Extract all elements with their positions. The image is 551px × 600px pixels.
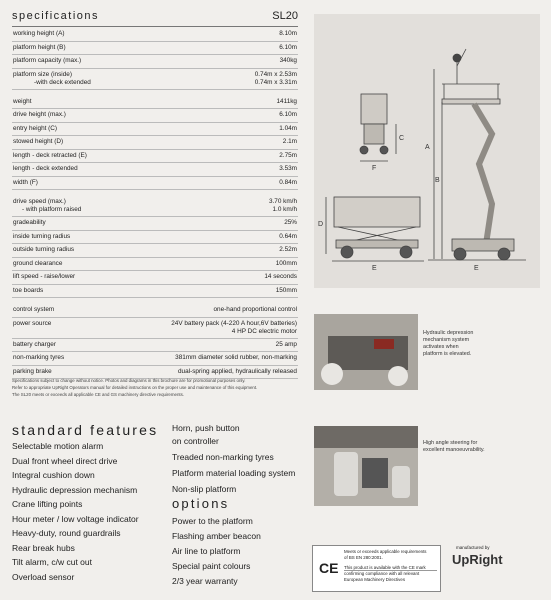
- list-item: Selectable motion alarm: [12, 441, 104, 451]
- spec-label: control system: [13, 306, 55, 313]
- cert-line: European Machinery Directives: [344, 577, 406, 582]
- spec-label: platform capacity (max.): [13, 57, 82, 64]
- cert-line: of BS EN 280:2001.: [344, 555, 383, 560]
- list-item: Crane lifting points: [12, 499, 83, 509]
- spec-row: [12, 196, 298, 217]
- caption-line: excellent manoeuvrability.: [423, 447, 485, 453]
- spec-row: [12, 339, 298, 353]
- diagram-label-e: E: [372, 265, 377, 272]
- spec-value: 6.10m: [279, 111, 297, 118]
- spec-label: ground clearance: [13, 259, 63, 267]
- ce-certification-box: [312, 545, 441, 592]
- spec-value: 1.04m: [279, 124, 297, 132]
- options-heading: options: [172, 496, 230, 511]
- spec-value: 0.84m: [279, 178, 297, 186]
- spec-label: drive speed (max.): [13, 198, 66, 205]
- spec-row: [12, 231, 298, 245]
- cert-line: This product is available with the CE mark: [344, 565, 426, 570]
- spec-label: length - deck extended: [13, 165, 78, 172]
- spec-label: battery charger: [13, 340, 56, 348]
- spec-value-sub: 1.0 km/h: [272, 206, 297, 213]
- standard-features-right-list: [172, 422, 295, 496]
- fine-print-line: Specifications subject to change without notice. Photos and diagrams in this brochure are for promotional purposes only.: [12, 378, 246, 383]
- cert-line: Meets or exceeds applicable requirements: [344, 549, 427, 554]
- certification-text: [344, 549, 437, 583]
- spec-value: 0.64m: [279, 232, 297, 240]
- spec-model: SL20: [272, 10, 298, 22]
- diagram-label-b: B: [435, 177, 440, 184]
- spec-row: [12, 28, 298, 42]
- spec-label: inside turning radius: [13, 232, 71, 240]
- dimension-diagram: [314, 14, 540, 288]
- standard-features-heading: standard features: [12, 422, 159, 438]
- spec-row: [12, 177, 298, 191]
- list-item: Platform material loading system: [172, 468, 296, 478]
- caption-line: Hydraulic depression: [423, 330, 474, 336]
- caption-line: platform is elevated.: [423, 351, 472, 357]
- spec-row: [12, 69, 298, 90]
- spec-row: [12, 42, 298, 56]
- list-item: Power to the platform: [172, 516, 253, 526]
- spec-label: non-marking tyres: [13, 354, 65, 361]
- list-item: Heavy-duty, round guardrails: [12, 528, 121, 538]
- spec-label: lift speed - raise/lower: [13, 273, 76, 280]
- spec-header: [12, 10, 298, 27]
- spec-row: [12, 271, 298, 285]
- spec-value: 2.1m: [282, 138, 297, 145]
- diagram-label-e-second: E: [474, 265, 479, 272]
- steering-photo: [314, 426, 418, 506]
- spec-value: 8.10m: [279, 30, 297, 37]
- list-item: Special paint colours: [172, 561, 251, 571]
- spec-value: 1411kg: [276, 97, 297, 105]
- spec-value-sub: 4 HP DC electric motor: [231, 327, 297, 335]
- spec-value: 3.53m: [279, 165, 297, 172]
- spec-label: length - deck retracted (E): [13, 151, 87, 159]
- list-item: Air line to platform: [172, 546, 241, 556]
- spec-row: [12, 258, 298, 272]
- spec-value: 2.52m: [279, 246, 297, 253]
- photo-drawing: [314, 314, 418, 390]
- list-item: Tilt alarm, c/w cut out: [12, 557, 92, 567]
- spec-row: [12, 109, 298, 123]
- spec-value: 3.70 km/h: [268, 198, 297, 205]
- spec-label: weight: [13, 97, 32, 105]
- list-item: Flashing amber beacon: [172, 531, 261, 541]
- spec-label: gradeability: [13, 219, 46, 226]
- spec-value: 340kg: [279, 57, 297, 64]
- diagram-label-c: C: [399, 135, 405, 142]
- fine-print-line: The SL20 meets or exceeds all applicable CE and GS machinery directive requirements.: [12, 392, 185, 397]
- spec-value: 381mm diameter solid rubber, non-marking: [175, 354, 297, 361]
- list-item: Rear break hubs: [12, 542, 75, 553]
- list-item: on controller: [172, 436, 219, 446]
- spec-label: power source: [13, 319, 52, 327]
- spec-value-sub: 0.74m x 3.31m: [254, 78, 297, 86]
- list-item: Hour meter / low voltage indicator: [12, 513, 139, 524]
- list-item: Horn, push button: [172, 423, 240, 433]
- spec-value: 6.10m: [279, 43, 297, 51]
- upright-logo: UpRight: [452, 552, 503, 567]
- manufactured-by-label: manufactured by: [456, 545, 490, 550]
- spec-row: [12, 285, 298, 299]
- spec-value: 25 amp: [275, 340, 297, 348]
- photo-drawing: [314, 426, 418, 506]
- spec-value: 24V battery pack (4-220 A hour,6V batteries): [171, 319, 297, 327]
- options-list: [172, 514, 261, 589]
- photo-caption-1: [423, 330, 473, 358]
- spec-label: drive height (max.): [13, 111, 66, 118]
- spec-label: entry height (C): [13, 124, 58, 132]
- spec-value: dual-spring applied, hydraulically released: [177, 367, 297, 375]
- spec-label: platform size (inside): [13, 70, 72, 78]
- spec-row: [12, 136, 298, 150]
- spec-label: toe boards: [13, 286, 44, 294]
- spec-value: 14 seconds: [264, 273, 297, 280]
- spec-row: [12, 163, 298, 177]
- ce-mark-icon: CE: [319, 560, 339, 576]
- spec-title: specifications: [12, 10, 100, 22]
- spec-row: [12, 123, 298, 137]
- fine-print: [12, 377, 298, 398]
- diagram-label-d: D: [318, 221, 324, 228]
- spec-row: [12, 96, 298, 110]
- standard-features-left-list: [12, 439, 139, 584]
- spec-table: [12, 28, 298, 379]
- spec-value: 100mm: [275, 259, 297, 267]
- spec-row: [12, 352, 298, 366]
- spec-label: outside turning radius: [13, 246, 75, 253]
- list-item: Treaded non-marking tyres: [172, 452, 274, 462]
- list-item: Dual front wheel direct drive: [12, 455, 118, 466]
- spec-label: platform height (B): [13, 43, 66, 51]
- diagram-label-a: A: [425, 144, 430, 151]
- spec-label: working height (A): [13, 30, 65, 37]
- spec-value: 0.74m x 2.53m: [254, 70, 297, 78]
- list-item: 2/3 year warranty: [172, 576, 238, 586]
- photo-caption-2: [423, 440, 485, 454]
- spec-row: [12, 150, 298, 164]
- spec-row: [12, 55, 298, 69]
- list-item: Overload sensor: [12, 571, 75, 582]
- diagram-label-f: F: [372, 165, 377, 172]
- spec-value: 25%: [284, 219, 297, 226]
- spec-value: 150mm: [275, 286, 297, 294]
- spec-row: [12, 304, 298, 318]
- spec-label-sub: -with deck extended: [34, 78, 91, 86]
- spec-label-sub: - with platform raised: [22, 206, 82, 213]
- list-item: Non-slip platform: [172, 484, 237, 494]
- caption-line: High angle steering for: [423, 440, 478, 446]
- spec-label: stowed height (D): [13, 138, 64, 145]
- caption-line: activates when: [423, 344, 459, 350]
- cert-line: confirming compliance with all relevant: [344, 571, 420, 576]
- spec-row: [12, 318, 298, 339]
- spec-row: [12, 244, 298, 258]
- divider: [344, 570, 437, 571]
- list-item: Integral cushion down: [12, 470, 95, 480]
- fine-print-line: Refer to appropriate UpRight Operators manual for detailed instructions on the proper use and maintenance of this equipment.: [12, 385, 258, 390]
- spec-label: width (F): [13, 178, 38, 186]
- caption-line: mechanism system: [423, 337, 470, 343]
- diagram-drawing: [314, 14, 540, 288]
- depression-mechanism-photo: [314, 314, 418, 390]
- spec-value: 2.75m: [279, 151, 297, 159]
- spec-value: one-hand proportional control: [213, 306, 297, 313]
- spec-row: [12, 217, 298, 231]
- list-item: Hydraulic depression mechanism: [12, 484, 138, 495]
- spec-label: parking brake: [13, 367, 52, 375]
